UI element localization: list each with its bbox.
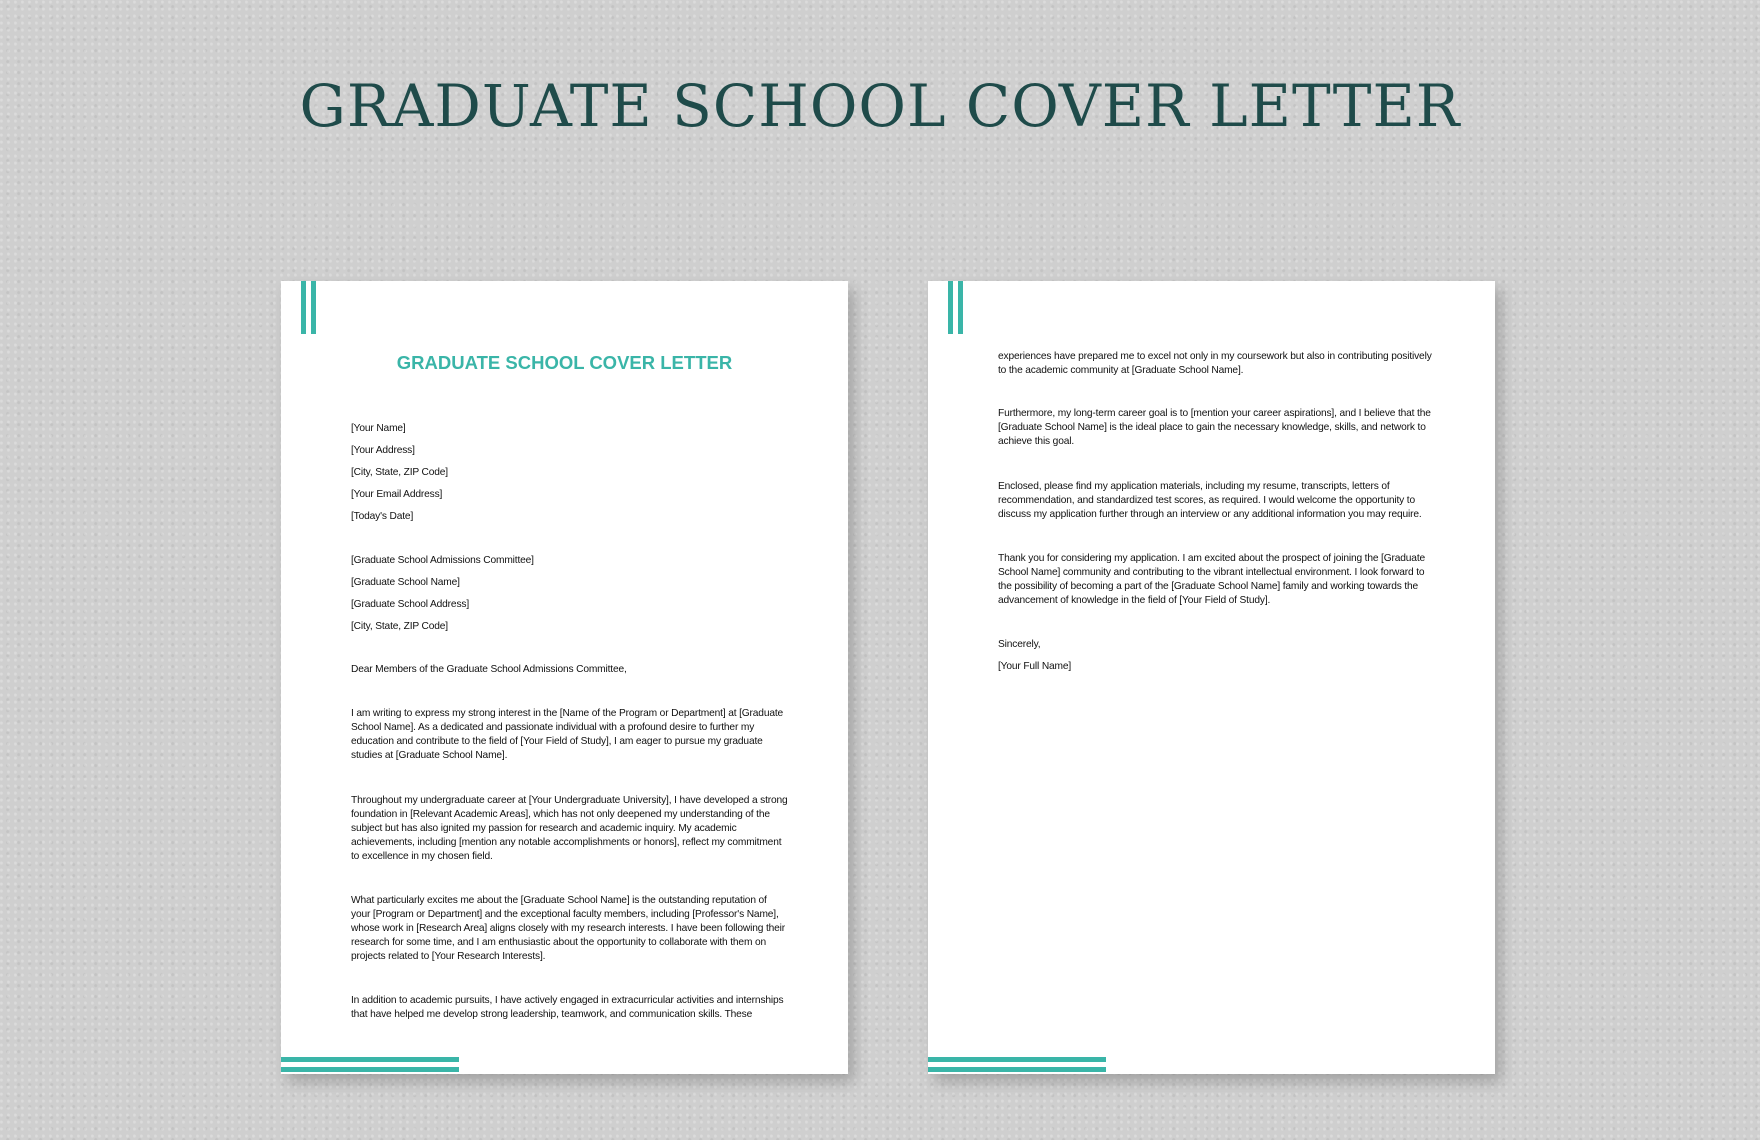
paragraph bbox=[351, 707, 783, 763]
text-line: to excellence in my chosen field. bbox=[351, 851, 493, 863]
text-line: research for some time, and I am enthusiastic about the opportunity to collaborate with them on bbox=[351, 937, 766, 949]
paragraph bbox=[998, 480, 1422, 522]
text-line: [Your Address] bbox=[351, 445, 415, 456]
sender-block bbox=[351, 422, 448, 532]
main-title: GRADUATE SCHOOL COVER LETTER bbox=[299, 72, 1461, 140]
text-line: [Your Email Address] bbox=[351, 489, 443, 500]
text-line: experiences have prepared me to excel not only in my coursework but also in contributing positively bbox=[998, 351, 1432, 362]
text-line: [Graduate School Name] is the ideal place to gain the necessary knowledge, skills, and network to bbox=[998, 422, 1426, 434]
text-line: subject but has also ignited my passion for research and academic inquiry. My academic bbox=[351, 823, 737, 835]
text-line: that have helped me develop strong leadership, teamwork, and communication skills. These bbox=[351, 1009, 753, 1021]
text-line: [Graduate School Admissions Committee] bbox=[351, 555, 534, 566]
text-line: education and contribute to the field of [Your Field of Study], I am eager to pursue my graduate bbox=[351, 736, 763, 748]
paragraph bbox=[998, 407, 1431, 449]
text-line: the possibility of becoming a part of the [Graduate School Name] family and working towards the bbox=[998, 581, 1419, 593]
text-line: I am writing to express my strong interest in the [Name of the Program or Department] at [Graduate bbox=[351, 708, 784, 719]
letter-page-1 bbox=[281, 281, 848, 1074]
paragraph bbox=[351, 894, 785, 964]
text-line: [City, State, ZIP Code] bbox=[351, 467, 448, 478]
accent-bar bbox=[281, 1067, 459, 1072]
text-line: achieve this goal. bbox=[998, 436, 1075, 448]
text-line: your [Program or Department] and the exceptional faculty members, including [Professor's Name], bbox=[351, 909, 779, 921]
paragraph bbox=[998, 350, 1432, 378]
accent-bar bbox=[281, 1057, 459, 1062]
paragraph bbox=[351, 994, 783, 1022]
accent-bar bbox=[311, 281, 316, 334]
text-line: In addition to academic pursuits, I have actively engaged in extracurricular activities and internships bbox=[351, 995, 784, 1006]
text-line: [Graduate School Name] bbox=[351, 577, 460, 588]
text-line: Enclosed, please find my application materials, including my resume, transcripts, letters of bbox=[998, 481, 1390, 492]
text-line: Throughout my undergraduate career at [Your Undergraduate University], I have developed a strong bbox=[351, 795, 788, 806]
text-line: [Graduate School Address] bbox=[351, 599, 470, 610]
text-line: School Name]. As a dedicated and passionate individual with a profound desire to further my bbox=[351, 722, 755, 734]
recipient-block bbox=[351, 554, 534, 642]
letter-page-2 bbox=[928, 281, 1495, 1074]
text-line: What particularly excites me about the [Graduate School Name] is the outstanding reputation of bbox=[351, 895, 767, 906]
text-line: Furthermore, my long-term career goal is to [mention your career aspirations], and I believe that the bbox=[998, 408, 1431, 419]
text-line: School Name] community and contributing to the vibrant intellectual environment. I look forward to bbox=[998, 567, 1425, 579]
accent-bar bbox=[928, 1067, 1106, 1072]
paragraph bbox=[351, 794, 788, 864]
text-line: advancement of knowledge in the field of [Your Field of Study]. bbox=[998, 595, 1271, 607]
text-line: [City, State, ZIP Code] bbox=[351, 621, 448, 632]
text-line: recommendation, and standardized test scores, as required. I would welcome the opportunity to bbox=[998, 495, 1415, 507]
text-line: foundation in [Relevant Academic Areas], which has not only deepened my understanding of the bbox=[351, 809, 770, 821]
text-line: to the academic community at [Graduate School Name]. bbox=[998, 365, 1244, 377]
accent-bar bbox=[301, 281, 306, 334]
text-line: Thank you for considering my application. I am excited about the prospect of joining the [Graduate bbox=[998, 553, 1426, 564]
text-line: studies at [Graduate School Name]. bbox=[351, 750, 508, 762]
letter-heading: GRADUATE SCHOOL COVER LETTER bbox=[396, 352, 733, 373]
text-line: [Your Name] bbox=[351, 423, 406, 434]
salutation: Dear Members of the Graduate School Admissions Committee, bbox=[351, 664, 627, 675]
text-line: discuss my application further through an interview or any additional information you may require. bbox=[998, 509, 1422, 521]
text-line: [Today's Date] bbox=[351, 511, 414, 522]
accent-bar bbox=[958, 281, 963, 334]
closing: Sincerely, bbox=[998, 639, 1041, 650]
paragraph bbox=[998, 552, 1425, 608]
text-line: whose work in [Research Area] aligns closely with my research interests. I have been following their bbox=[351, 923, 786, 935]
text-line: projects related to [Your Research Interests]. bbox=[351, 951, 546, 963]
signature: [Your Full Name] bbox=[998, 661, 1072, 672]
accent-bar bbox=[928, 1057, 1106, 1062]
accent-bar bbox=[948, 281, 953, 334]
text-line: achievements, including [mention any notable accomplishments or honors], reflect my commitment bbox=[351, 837, 782, 849]
